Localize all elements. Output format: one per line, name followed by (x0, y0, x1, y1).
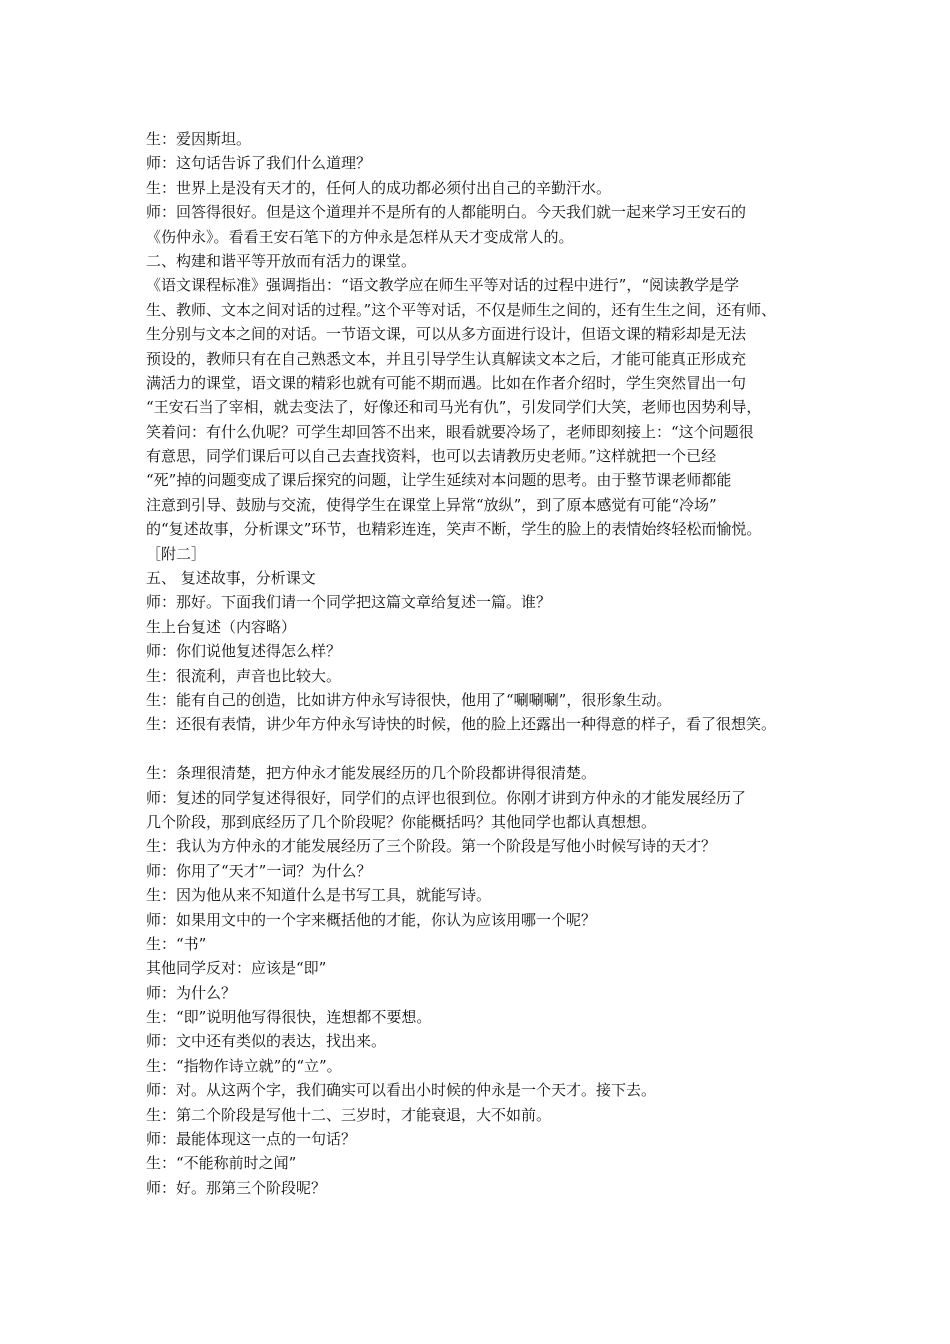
text-line: 生：“不能称前时之闻” (146, 1154, 297, 1173)
text-line: 生：爱因斯坦。 (146, 130, 252, 148)
document-body (146, 127, 822, 1200)
text-line: 几个阶段，那到底经历了几个阶段呢？你能概括吗？其他同学也都认真想想。 (146, 812, 657, 831)
appendix-label: ［附二］ (146, 544, 207, 563)
text-line: 满活力的课堂，语文课的精彩也就有可能不期而遇。比如在作者介绍时，学生突然冒出一句 (146, 373, 747, 392)
text-line: 生：“书” (146, 934, 207, 953)
text-line: 生：世界上是没有天才的，任何人的成功都必须付出自己的辛勤汗水。 (146, 178, 612, 197)
text-line: 生：第二个阶段是写他十二、三岁时，才能衰退，大不如前。 (146, 1105, 552, 1124)
text-line: 师：最能体现这一点的一句话？ (146, 1130, 357, 1149)
section-heading: 五、 复述故事，分析课文 (146, 569, 316, 588)
text-line: 有意思，同学们课后可以自己去查找资料，也可以去请教历史老师。”这样就把一个已经 (146, 447, 717, 466)
text-line: 生：我认为方仲永的才能发展经历了三个阶段。第一个阶段是写他小时候写诗的天才？ (146, 837, 717, 856)
text-line: 生：条理很清楚，把方仲永才能发展经历的几个阶段都讲得很清楚。 (146, 764, 597, 783)
text-line: 生、教师、文本之间对话的过程。”这个平等对话，不仅是师生之间的，还有生生之间，还有师、 (146, 300, 777, 319)
text-line: 笑着问：有什么仇呢？可学生却回答不出来，眼看就要冷场了，老师即刻接上：“这个问题很 (146, 422, 754, 441)
text-line: 生：“指物作诗立就”的“立”。 (146, 1056, 342, 1075)
text-line: 其他同学反对：应该是“即” (146, 959, 327, 978)
text-line: 生：很流利，声音也比较大。 (146, 666, 342, 685)
blank-line (146, 737, 822, 761)
text-line: 《伤仲永》。看看王安石笔下的方仲永是怎样从天才变成常人的。 (146, 227, 574, 246)
text-line: 师：你们说他复述得怎么样？ (146, 642, 342, 661)
text-line: 师：这句话告诉了我们什么道理？ (146, 154, 372, 173)
text-line: 师：你用了“天才”一词？为什么？ (146, 861, 372, 880)
text-line: 生上台复述（内容略） (146, 617, 297, 636)
text-line: 生分别与文本之间的对话。一节语文课，可以从多方面进行设计，但语文课的精彩却是无法 (146, 325, 747, 344)
section-heading: 二、构建和谐平等开放而有活力的课堂。 (146, 251, 417, 270)
text-line: 生：能有自己的创造，比如讲方仲永写诗很快，他用了“唰唰唰”，很形象生动。 (146, 690, 672, 709)
text-line: “王安石当了宰相，就去变法了，好像还和司马光有仇”，引发同学们大笑，老师也因势利导， (146, 398, 762, 417)
text-line: 《语文课程标准》强调指出：“语文教学应在师生平等对话的过程中进行”，“阅读教学是学 (146, 276, 740, 295)
text-line: 生：“即”说明他写得很快，连想都不要想。 (146, 1008, 432, 1027)
text-line: 师：为什么？ (146, 983, 237, 1002)
text-line: 生：还很有表情，讲少年方仲永写诗快的时候，他的脸上还露出一种得意的样子，看了很想笑。 (146, 715, 777, 734)
text-line: 师：复述的同学复述得很好，同学们的点评也很到位。你刚才讲到方仲永的才能发展经历了 (146, 788, 747, 807)
text-line: 师：对。从这两个字，我们确实可以看出小时候的仲永是一个天才。接下去。 (146, 1081, 657, 1100)
text-line: 预设的，教师只有在自己熟悉文本，并且引导学生认真解读文本之后，才能可能真正形成充 (146, 349, 747, 368)
text-line: 注意到引导、鼓励与交流，使得学生在课堂上异常“放纵”，到了原本感觉有可能“冷场” (146, 495, 717, 514)
text-line: 师：回答得很好。但是这个道理并不是所有的人都能明白。今天我们就一起来学习王安石的 (146, 203, 747, 222)
text-line: 师：如果用文中的一个字来概括他的才能，你认为应该用哪一个呢？ (146, 910, 597, 929)
text-line: “死”掉的问题变成了课后探究的问题，让学生延续对本问题的思考。由于整节课老师都能 (146, 471, 732, 490)
text-line: 师：好。那第三个阶段呢？ (146, 1178, 327, 1197)
text-line: 生：因为他从来不知道什么是书写工具，就能写诗。 (146, 886, 492, 905)
text-line: 师：那好。下面我们请一个同学把这篇文章给复述一篇。谁？ (146, 593, 552, 612)
text-line: 师：文中还有类似的表达，找出来。 (146, 1032, 387, 1051)
text-line: 的“复述故事，分析课文”环节，也精彩连连，笑声不断，学生的脸上的表情始终轻松而愉悦。 (146, 520, 762, 539)
